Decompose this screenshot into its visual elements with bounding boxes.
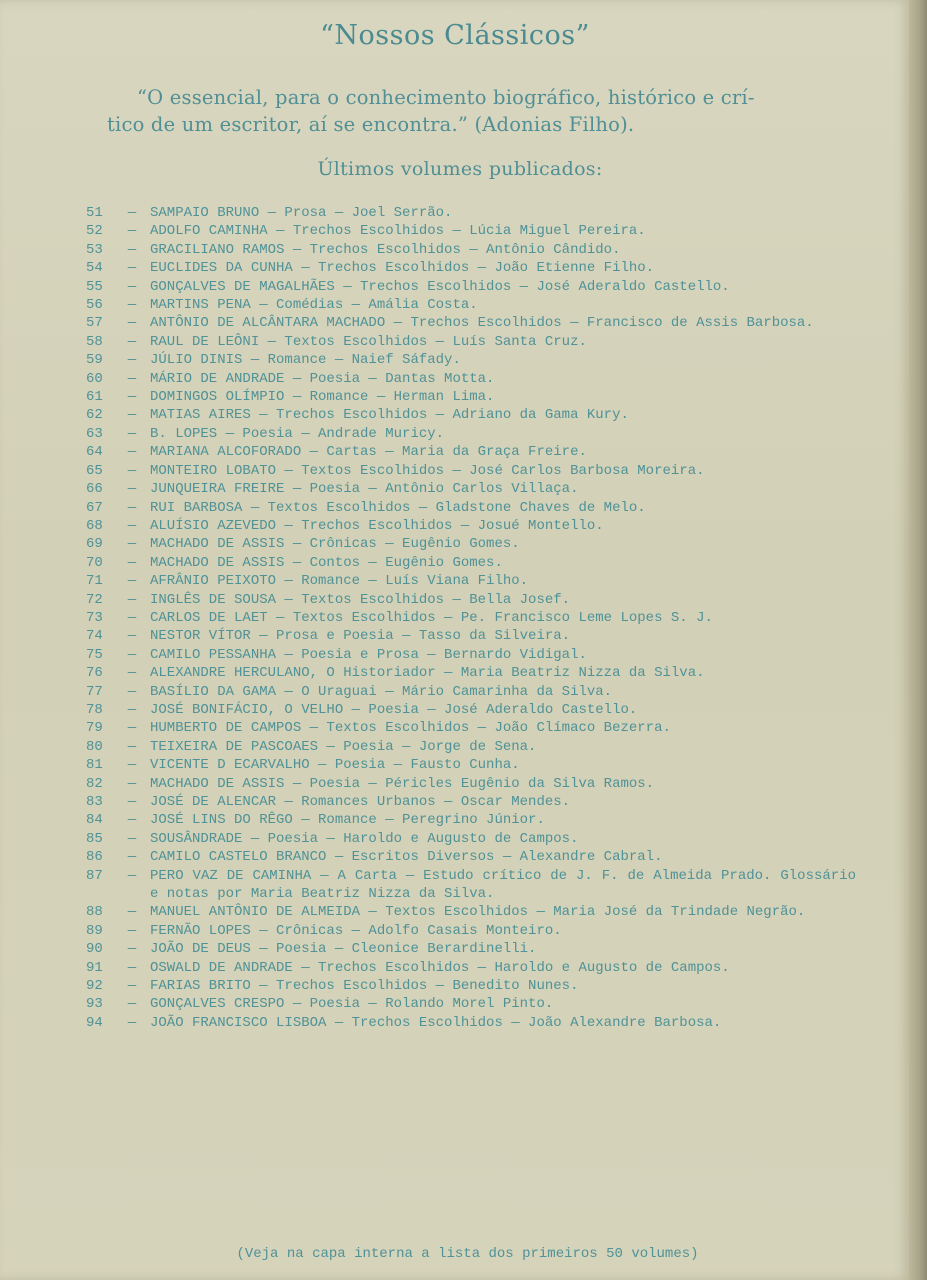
volume-entry [86,646,856,664]
volume-dash: — [127,849,137,866]
volume-number: 61 [86,389,103,406]
volume-title: CAMILO CASTELO BRANCO — Escritos Diversos — Alexandre Cabral. [150,849,663,866]
volume-entry [86,278,856,296]
volume-dash: — [127,720,137,737]
volume-title: JÚLIO DINIS — Romance — Naief Sáfady. [150,352,461,369]
volume-dash: — [127,536,137,553]
volume-title: DOMINGOS OLÍMPIO — Romance — Herman Lima. [150,389,495,406]
volume-dash: — [127,462,137,479]
volume-number: 60 [86,370,103,387]
volume-title: RAUL DE LEÔNI — Textos Escolhidos — Luís Santa Cruz. [150,333,587,350]
volume-entry [86,683,856,701]
volume-number: 72 [86,591,103,608]
volume-dash: — [127,278,137,295]
volume-title: VICENTE D ECARVALHO — Poesia — Fausto Cunha. [150,757,520,774]
volume-title: SAMPAIO BRUNO — Prosa — Joel Serrão. [150,205,453,221]
volume-entry [86,480,856,498]
volume-dash: — [127,738,137,755]
volume-dash: — [127,922,137,939]
volume-title: B. LOPES — Poesia — Andrade Muricy. [150,425,445,442]
volume-dash: — [127,591,137,608]
volume-entry [86,204,856,222]
volume-entry [86,609,856,627]
volume-title: ALUÍSIO AZEVEDO — Trechos Escolhidos — Josué Montello. [150,517,604,534]
volume-dash: — [127,867,137,884]
volume-title: FERNÃO LOPES — Crônicas — Adolfo Casais Monteiro. [150,922,562,939]
volume-entry [86,811,856,829]
volume-number: 63 [86,425,103,442]
volume-number: 78 [86,701,103,718]
volume-entry [86,701,856,719]
quote-line-1: “O essencial, para o conhecimento biográfico, histórico e crí- [137,86,755,109]
volume-title: NESTOR VÍTOR — Prosa e Poesia — Tasso da Silveira. [150,628,571,645]
volume-dash: — [127,407,137,424]
quote-block [107,84,847,138]
volume-title: ANTÔNIO DE ALCÂNTARA MACHADO — Trechos Escolhidos — Francisco de Assis Barbosa. [150,315,814,332]
volume-number: 70 [86,554,103,571]
volume-entry [86,572,856,590]
volume-dash: — [127,628,137,645]
book-edge [909,0,927,1280]
volume-entry [86,406,856,424]
volume-title: ADOLFO CAMINHA — Trechos Escolhidos — Lúcia Miguel Pereira. [150,223,646,240]
volume-number: 67 [86,499,103,516]
volume-number: 68 [86,517,103,534]
volume-number: 88 [86,904,103,921]
volume-title: OSWALD DE ANDRADE — Trechos Escolhidos — Haroldo e Augusto de Campos. [150,959,730,976]
volume-dash: — [127,444,137,461]
volume-dash: — [127,959,137,976]
volume-number: 62 [86,407,103,424]
volume-number: 87 [86,867,103,884]
volume-title: INGLÊS DE SOUSA — Textos Escolhidos — Bella Josef. [150,591,571,608]
volume-title: JUNQUEIRA FREIRE — Poesia — Antônio Carlos Villaça. [150,481,579,498]
volume-title: AFRÂNIO PEIXOTO — Romance — Luís Viana Filho. [150,573,529,590]
volume-number: 94 [86,1014,103,1031]
volume-title: MACHADO DE ASSIS — Crônicas — Eugênio Gomes. [150,536,520,553]
volume-number: 85 [86,830,103,847]
volume-number: 58 [86,333,103,350]
volume-title: MACHADO DE ASSIS — Poesia — Péricles Eugênio da Silva Ramos. [150,775,655,792]
volume-number: 54 [86,260,103,277]
volume-dash: — [127,904,137,921]
volume-title: HUMBERTO DE CAMPOS — Textos Escolhidos — João Clímaco Bezerra. [150,720,671,737]
volume-dash: — [127,683,137,700]
volume-dash: — [127,812,137,829]
volume-number: 80 [86,738,103,755]
volume-entry [86,793,856,811]
volume-entry [86,370,856,388]
volume-dash: — [127,352,137,369]
volume-dash: — [127,223,137,240]
volume-entry [86,995,856,1013]
volume-title: MARIANA ALCOFORADO — Cartas — Maria da Graça Freire. [150,444,587,461]
volume-dash: — [127,315,137,332]
volume-dash: — [127,389,137,406]
volume-entry [86,535,856,553]
volume-number: 89 [86,922,103,939]
volume-title: JOÃO DE DEUS — Poesia — Cleonice Berardinelli. [150,941,537,958]
volume-entry [86,627,856,645]
volume-dash: — [127,370,137,387]
volume-number: 83 [86,794,103,810]
volume-entry [86,719,856,737]
volume-number: 57 [86,315,103,332]
volume-entry [86,333,856,351]
volume-number: 66 [86,481,103,498]
volume-entry [86,959,856,977]
volume-title: EUCLIDES DA CUNHA — Trechos Escolhidos — João Etienne Filho. [150,260,655,277]
volume-number: 74 [86,628,103,645]
volume-number: 75 [86,646,103,663]
volume-number: 82 [86,775,103,792]
volume-number: 79 [86,720,103,737]
volume-entry [86,664,856,682]
volume-number: 55 [86,278,103,295]
volume-dash: — [127,830,137,847]
volume-number: 52 [86,223,103,240]
volume-dash: — [127,996,137,1013]
volume-title: MÁRIO DE ANDRADE — Poesia — Dantas Motta. [150,370,495,387]
volume-number: 86 [86,849,103,866]
volume-title: ALEXANDRE HERCULANO, O Historiador — Maria Beatriz Nizza da Silva. [150,665,705,682]
volume-number: 51 [86,205,103,221]
volume-number: 65 [86,462,103,479]
volume-title: FARIAS BRITO — Trechos Escolhidos — Benedito Nunes. [150,978,579,995]
volume-dash: — [127,701,137,718]
volume-title: RUI BARBOSA — Textos Escolhidos — Gladstone Chaves de Melo. [150,499,646,516]
volume-entry [86,903,856,921]
volume-dash: — [127,794,137,810]
volume-dash: — [127,609,137,626]
volume-number: 93 [86,996,103,1013]
volume-dash: — [127,941,137,958]
volume-number: 73 [86,609,103,626]
volume-entry [86,922,856,940]
volume-title: MACHADO DE ASSIS — Contos — Eugênio Gomes. [150,554,503,571]
volume-entry [86,425,856,443]
volume-title: PERO VAZ DE CAMINHA — A Carta — Estudo crítico de J. F. de Almeida Prado. Glossário e notas por Maria Beatriz Nizza da Silva. [150,867,856,903]
volume-dash: — [127,573,137,590]
volume-dash: — [127,517,137,534]
volume-number: 76 [86,665,103,682]
volume-dash: — [127,646,137,663]
volume-dash: — [127,260,137,277]
volume-title: JOÃO FRANCISCO LISBOA — Trechos Escolhidos — João Alexandre Barbosa. [150,1014,722,1031]
volume-title: JOSÉ BONIFÁCIO, O VELHO — Poesia — José Aderaldo Castello. [150,701,638,718]
volume-number: 84 [86,812,103,829]
volume-dash: — [127,1014,137,1031]
volume-number: 71 [86,573,103,590]
volume-title: MONTEIRO LOBATO — Textos Escolhidos — José Carlos Barbosa Moreira. [150,462,705,479]
volume-dash: — [127,481,137,498]
volume-entry [86,314,856,332]
footer-note: (Veja na capa interna a lista dos primeiros 50 volumes) [236,1246,699,1262]
volume-title: GRACILIANO RAMOS — Trechos Escolhidos — Antônio Cândido. [150,241,621,258]
volume-dash: — [127,241,137,258]
volume-entry [86,462,856,480]
volume-number: 77 [86,683,103,700]
volume-dash: — [127,775,137,792]
volume-title: JOSÉ DE ALENCAR — Romances Urbanos — Oscar Mendes. [150,794,571,810]
volume-entry [86,388,856,406]
volume-dash: — [127,499,137,516]
volume-number: 59 [86,352,103,369]
volume-entry [86,296,856,314]
volume-title: SOUSÂNDRADE — Poesia — Haroldo e Augusto de Campos. [150,830,579,847]
volume-list [86,204,856,1032]
list-heading: Últimos volumes publicados: [317,158,603,180]
volume-entry [86,591,856,609]
volume-entry [86,738,856,756]
volume-entry [86,499,856,517]
volume-title: JOSÉ LINS DO RÊGO — Romance — Peregrino Júnior. [150,812,545,829]
volume-entry [86,977,856,995]
volume-dash: — [127,554,137,571]
volume-number: 69 [86,536,103,553]
volume-entry [86,848,856,866]
quote-line-2: tico de um escritor, aí se encontra.” (Adonias Filho). [107,113,635,136]
volume-entry [86,756,856,774]
volume-number: 64 [86,444,103,461]
series-title: “Nossos Clássicos” [320,20,590,51]
volume-entry [86,830,856,848]
volume-entry [86,867,856,904]
volume-title: CAMILO PESSANHA — Poesia e Prosa — Bernardo Vidigal. [150,646,587,663]
volume-dash: — [127,297,137,314]
volume-number: 92 [86,978,103,995]
volume-entry [86,259,856,277]
volume-number: 90 [86,941,103,958]
volume-number: 91 [86,959,103,976]
volume-dash: — [127,333,137,350]
volume-entry [86,1014,856,1032]
volume-title: MATIAS AIRES — Trechos Escolhidos — Adriano da Gama Kury. [150,407,629,424]
volume-title: BASÍLIO DA GAMA — O Uraguai — Mário Camarinha da Silva. [150,683,613,700]
volume-dash: — [127,665,137,682]
volume-number: 81 [86,757,103,774]
volume-entry [86,443,856,461]
volume-entry [86,241,856,259]
volume-dash: — [127,757,137,774]
volume-title: GONÇALVES DE MAGALHÃES — Trechos Escolhidos — José Aderaldo Castello. [150,278,730,295]
volume-entry [86,554,856,572]
volume-entry [86,940,856,958]
volume-title: GONÇALVES CRESPO — Poesia — Rolando Morel Pinto. [150,996,554,1013]
volume-title: MARTINS PENA — Comédias — Amália Costa. [150,297,478,314]
volume-title: MANUEL ANTÔNIO DE ALMEIDA — Textos Escolhidos — Maria José da Trindade Negrão. [150,904,806,921]
volume-dash: — [127,205,137,221]
volume-dash: — [127,978,137,995]
volume-entry [86,351,856,369]
volume-number: 53 [86,241,103,258]
volume-entry [86,775,856,793]
volume-dash: — [127,425,137,442]
volume-number: 56 [86,297,103,314]
volume-entry [86,517,856,535]
volume-title: CARLOS DE LAET — Textos Escolhidos — Pe. Francisco Leme Lopes S. J. [150,609,713,626]
volume-entry [86,222,856,240]
volume-title: TEIXEIRA DE PASCOAES — Poesia — Jorge de Sena. [150,738,537,755]
